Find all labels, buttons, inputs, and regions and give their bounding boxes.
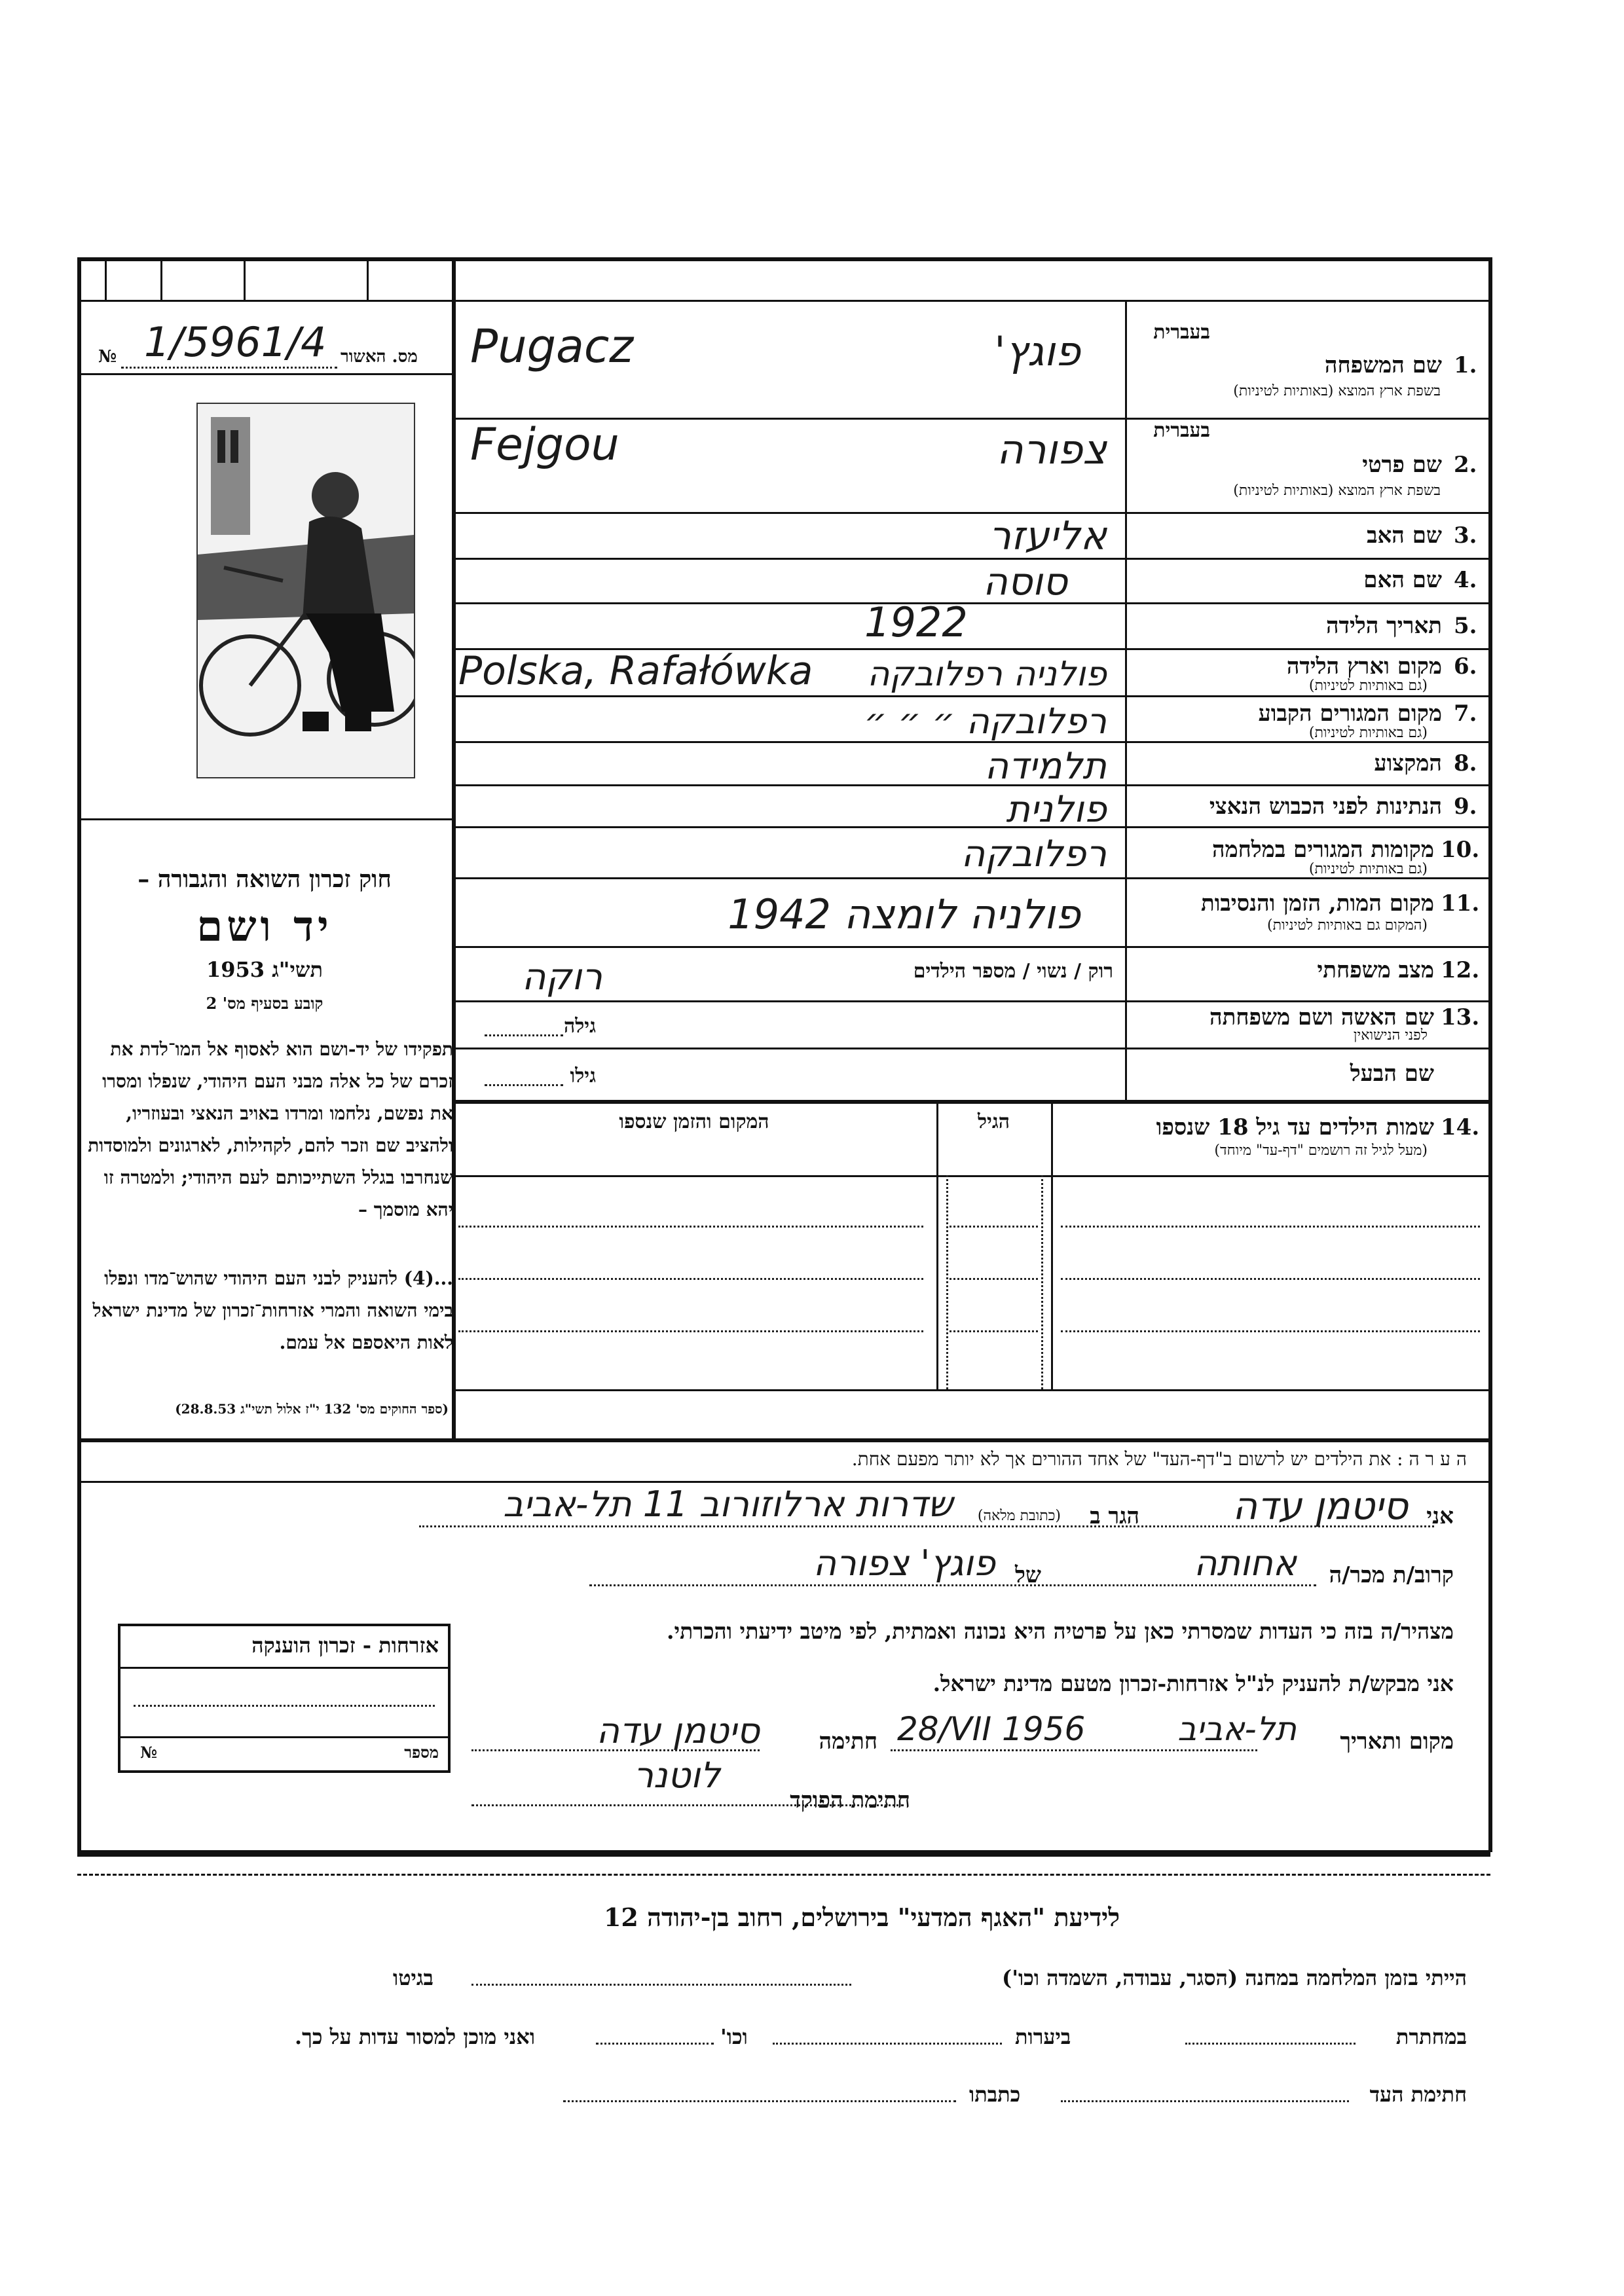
- field-3-number: 3.: [1454, 522, 1477, 549]
- father-name[interactable]: אליעזר: [989, 513, 1107, 559]
- field-12-label: מצב משפחתי: [1317, 957, 1434, 983]
- field-6-note: (גם באותיות לטיניות): [1308, 678, 1428, 694]
- law-year: תשי"ג 1953: [206, 957, 323, 982]
- citizenship-box-number-label: מספר: [404, 1743, 439, 1762]
- first-name-hebrew[interactable]: צפורה: [997, 426, 1107, 473]
- field-5-label: תאריך הלידה: [1325, 613, 1442, 639]
- decl-signature[interactable]: סיטמן עדה: [596, 1710, 760, 1751]
- decl-relation[interactable]: אחותה: [1194, 1542, 1297, 1584]
- nationality[interactable]: פולנית: [1006, 788, 1107, 831]
- family-name-latin[interactable]: Pugacz: [470, 319, 634, 373]
- children-place-header: המקום והזמן שנספו: [619, 1110, 769, 1133]
- decl-witness-address[interactable]: שדרות ארלוזורוב 11 תל-אביב: [503, 1484, 953, 1525]
- decl-date[interactable]: 28/VII 1956: [897, 1710, 1086, 1748]
- first-name-latin[interactable]: Fejgou: [470, 419, 619, 471]
- decl-shel: של: [1015, 1562, 1041, 1588]
- law-title: חוק זכרון השואה והגבורה –: [138, 866, 392, 893]
- decl-gar-b: הגר ב: [1090, 1503, 1139, 1529]
- field-7-note: (גם באותיות לטיניות): [1308, 725, 1428, 741]
- decl-ani: אני: [1426, 1503, 1454, 1529]
- field-13-number: 13.: [1441, 1004, 1480, 1030]
- wartime-residence[interactable]: רפלובקה: [961, 833, 1107, 875]
- field-9-number: 9.: [1454, 793, 1477, 820]
- field-13-label: שם האשה ושם משפחתה: [1209, 1004, 1434, 1030]
- children-note: (מעל לגיל זה רושמים "דף-עד" מיוחד): [1214, 1142, 1428, 1159]
- citizenship-box-title: אזרחות - זכרון הוענקה: [251, 1633, 439, 1658]
- family-name-hebrew[interactable]: פוגץ': [994, 327, 1080, 375]
- field-4-number: 4.: [1454, 567, 1477, 593]
- decl-statement: מצהיר/ה בזה כי העדות שמסרתי כאן על פרטיה היא נכונה ואמתית, לפי מיטב ידיעתי והכרתי.: [667, 1618, 1454, 1644]
- decl-full-address-label: (כתובת מלאה): [977, 1508, 1061, 1524]
- field-11-note: (המקום גם באותיות לטיניות): [1267, 917, 1428, 934]
- wife-age-label: גילה: [563, 1015, 596, 1038]
- decl-relative-label: קרוב/ת מכר/ה: [1329, 1562, 1454, 1588]
- field-10-label: מקומות המגורים במלחמה: [1211, 837, 1434, 863]
- field-4-label: שם האם: [1363, 567, 1442, 593]
- field-1-label: שם המשפחה: [1324, 352, 1442, 378]
- footer-heading: לידיעת "האגף המדעי" בירושלים, רחוב בן-יהודה 12: [603, 1903, 1120, 1932]
- mother-name[interactable]: סוסה: [983, 559, 1067, 604]
- husband-name-label: שם הבעל: [1350, 1061, 1434, 1087]
- marital-status[interactable]: רוקה: [521, 956, 602, 998]
- law-source: (ספר החוקים מס' 132 י"ז אלול תשי"ג 28.8.53): [175, 1401, 449, 1417]
- field-9-label: הנתינות לפני הכבוש הנאצי: [1209, 793, 1442, 820]
- citizenship-box-no-symbol: №: [140, 1743, 158, 1762]
- field-7-label: מקום המגורים הקבוע: [1258, 701, 1442, 727]
- field-3-label: שם האב: [1367, 522, 1442, 549]
- birth-date[interactable]: 1922: [864, 598, 968, 646]
- officer-signature-label: חתימת הפוקד: [790, 1787, 910, 1813]
- field-1-note: בשפת ארץ המוצא (באותיות לטיניות): [1233, 383, 1441, 399]
- field-13-note: לפני הנישואין: [1353, 1027, 1428, 1044]
- registration-number-label: מס. האשור: [341, 347, 418, 367]
- field-2-number: 2.: [1454, 452, 1477, 478]
- children-label: שמות הילדים עד גיל 18 שנספו: [1156, 1114, 1434, 1140]
- field-6-label: מקום וארץ הלידה: [1286, 653, 1442, 680]
- footer-line1: הייתי בזמן המלחמה במחנה (הסגר, עבודה, השמדה וכו'): [1002, 1965, 1467, 1990]
- yad-vashem-title: יד ושם: [196, 902, 333, 951]
- law-paragraph-1: תפקידו של יד-ושם הוא לאסוף אל המו־לדת את זכרם של כל אלה מבני העם היהודי, שנפלו ומסרו את נפשם, נלחמו ומרדו באויב הנאצי ובעוזריו, ולהציב שם וזכר להם, לקהילות, לארגונים ולמוסדות שנחרבו בגלל השתייכותם לעם היהודי; ולמטרה זו יהא מוסמך –: [88, 1038, 453, 1220]
- birthplace-latin[interactable]: Polska, Rafałówka: [458, 648, 813, 694]
- field-8-number: 8.: [1454, 750, 1477, 776]
- number-symbol: №: [98, 347, 117, 367]
- footer-witness-signature: חתימת העד: [1369, 2082, 1467, 2107]
- citizenship-box: [118, 1624, 451, 1773]
- field-5-number: 5.: [1454, 613, 1477, 639]
- field-2-label: שם פרטי: [1362, 452, 1442, 478]
- law-clause: קובע בסעיף מס' 2: [206, 994, 323, 1013]
- field-6-number: 6.: [1454, 653, 1477, 680]
- husband-age-label: גילו: [570, 1065, 596, 1087]
- field-2-lang: בעברית: [1153, 419, 1210, 442]
- decl-witness-name[interactable]: סיטמן עדה: [1232, 1484, 1408, 1528]
- decl-place[interactable]: תל-אביב: [1177, 1710, 1297, 1748]
- field-10-note: (גם באותיות לטיניות): [1308, 861, 1428, 877]
- law-paragraph-2: ...(4) להעניק לבני העם היהודי שהוש־מדו ונפלו בימי השואה והמרי אזרחות־זכרון של מדינת ישראל לאות היאספם אל עמם.: [92, 1267, 453, 1353]
- footer-ready: ואני מוכן למסור עדות על כך.: [295, 2024, 536, 2049]
- decl-place-date-label: מקום ותאריך: [1340, 1728, 1454, 1755]
- field-8-label: המקצוע: [1374, 750, 1442, 776]
- footer-forests: ביערות: [1015, 2024, 1071, 2049]
- field-1-lang: בעברית: [1153, 321, 1210, 344]
- officer-signature[interactable]: לוטנר: [633, 1755, 720, 1796]
- field-11-label: מקום המות, הזמן והנסיבות: [1200, 890, 1434, 917]
- registration-number-value[interactable]: 1/5961/4: [144, 318, 327, 366]
- field-2-note: בשפת ארץ המוצא (באותיות לטיניות): [1233, 483, 1441, 499]
- birthplace-hebrew[interactable]: פולניה רפלובקה: [867, 655, 1107, 694]
- footer-address: כתבתו: [969, 2082, 1021, 2107]
- footer-ghetto: בגיטו: [393, 1965, 434, 1990]
- decl-relname[interactable]: פוגץ' צפורה: [813, 1542, 995, 1584]
- profession[interactable]: תלמידה: [984, 745, 1107, 788]
- decl-request: אני מבקש/ת להעניק לנ"ל אזרחות-זכרון מטעם מדינת ישראל.: [932, 1671, 1454, 1696]
- victim-photo: [196, 403, 415, 778]
- children-number: 14.: [1441, 1114, 1480, 1140]
- field-11-number: 11.: [1441, 890, 1480, 917]
- death-place[interactable]: פולניה לומצה 1942: [728, 890, 1080, 938]
- field-12-extra: רוק / נשוי / מספר הילדים: [913, 960, 1113, 983]
- footer-etc: וכו': [720, 2024, 748, 2049]
- note-row: ה ע ר ה : את הילדים יש לרשום ב"דף-העד" של אחד ההורים אך לא יותר מפעם אחת.: [851, 1448, 1467, 1470]
- footer-underground: במחתרת: [1395, 2024, 1467, 2049]
- field-7-number: 7.: [1454, 701, 1477, 727]
- children-age-header: הגיל: [977, 1110, 1010, 1133]
- decl-signature-label: חתימה: [819, 1728, 877, 1755]
- field-12-number: 12.: [1441, 957, 1480, 983]
- field-10-number: 10.: [1441, 837, 1480, 863]
- permanent-residence[interactable]: רפלובקה ״ ״ ״: [864, 701, 1107, 742]
- field-1-number: 1.: [1454, 352, 1477, 378]
